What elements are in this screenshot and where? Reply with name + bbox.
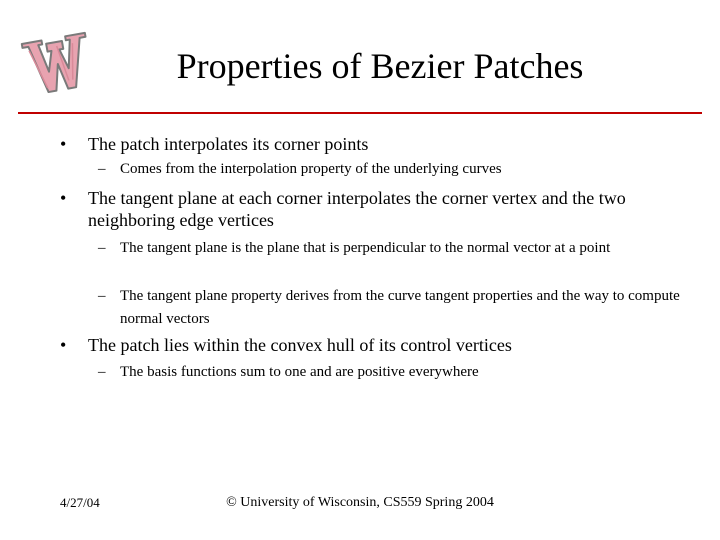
bullet-item [60, 133, 680, 155]
bullet-text: The patch lies within the convex hull of its control vertices [88, 335, 512, 355]
sub-bullet-item [98, 361, 688, 384]
sub-bullet-item [98, 285, 688, 331]
title-divider [18, 112, 702, 114]
sub-bullet-text: The tangent plane is the plane that is perpendicular to the normal vector at a point [120, 240, 611, 256]
sub-bullet-dash: – [98, 240, 106, 256]
sub-bullet-item [98, 237, 688, 260]
bullet-dot: • [60, 134, 67, 154]
sub-bullet-text: The basis functions sum to one and are positive everywhere [120, 364, 479, 380]
bullet-dot: • [60, 335, 67, 355]
slide-title: Properties of Bezier Patches [176, 46, 584, 86]
sub-bullet-dash: – [98, 364, 106, 380]
sub-bullet-dash: – [98, 288, 106, 304]
sub-bullet-item [98, 158, 688, 181]
bullet-text: The patch interpolates its corner points [88, 134, 369, 154]
sub-bullet-text: Comes from the interpolation property of the underlying curves [120, 161, 502, 177]
bullet-dot: • [60, 188, 67, 208]
footer-date: 4/27/04 [60, 495, 100, 510]
bullet-item [60, 187, 680, 231]
footer-copyright: © University of Wisconsin, CS559 Spring 2004 [226, 495, 494, 510]
bullet-text: The tangent plane at each corner interpolates the corner vertex and the two neighboring edge vertices [88, 188, 626, 230]
bullet-item [60, 334, 680, 356]
sub-bullet-text: The tangent plane property derives from the curve tangent properties and the way to compute normal vectors [120, 288, 680, 327]
sub-bullet-dash: – [98, 161, 106, 177]
university-w-logo-icon [20, 30, 96, 100]
